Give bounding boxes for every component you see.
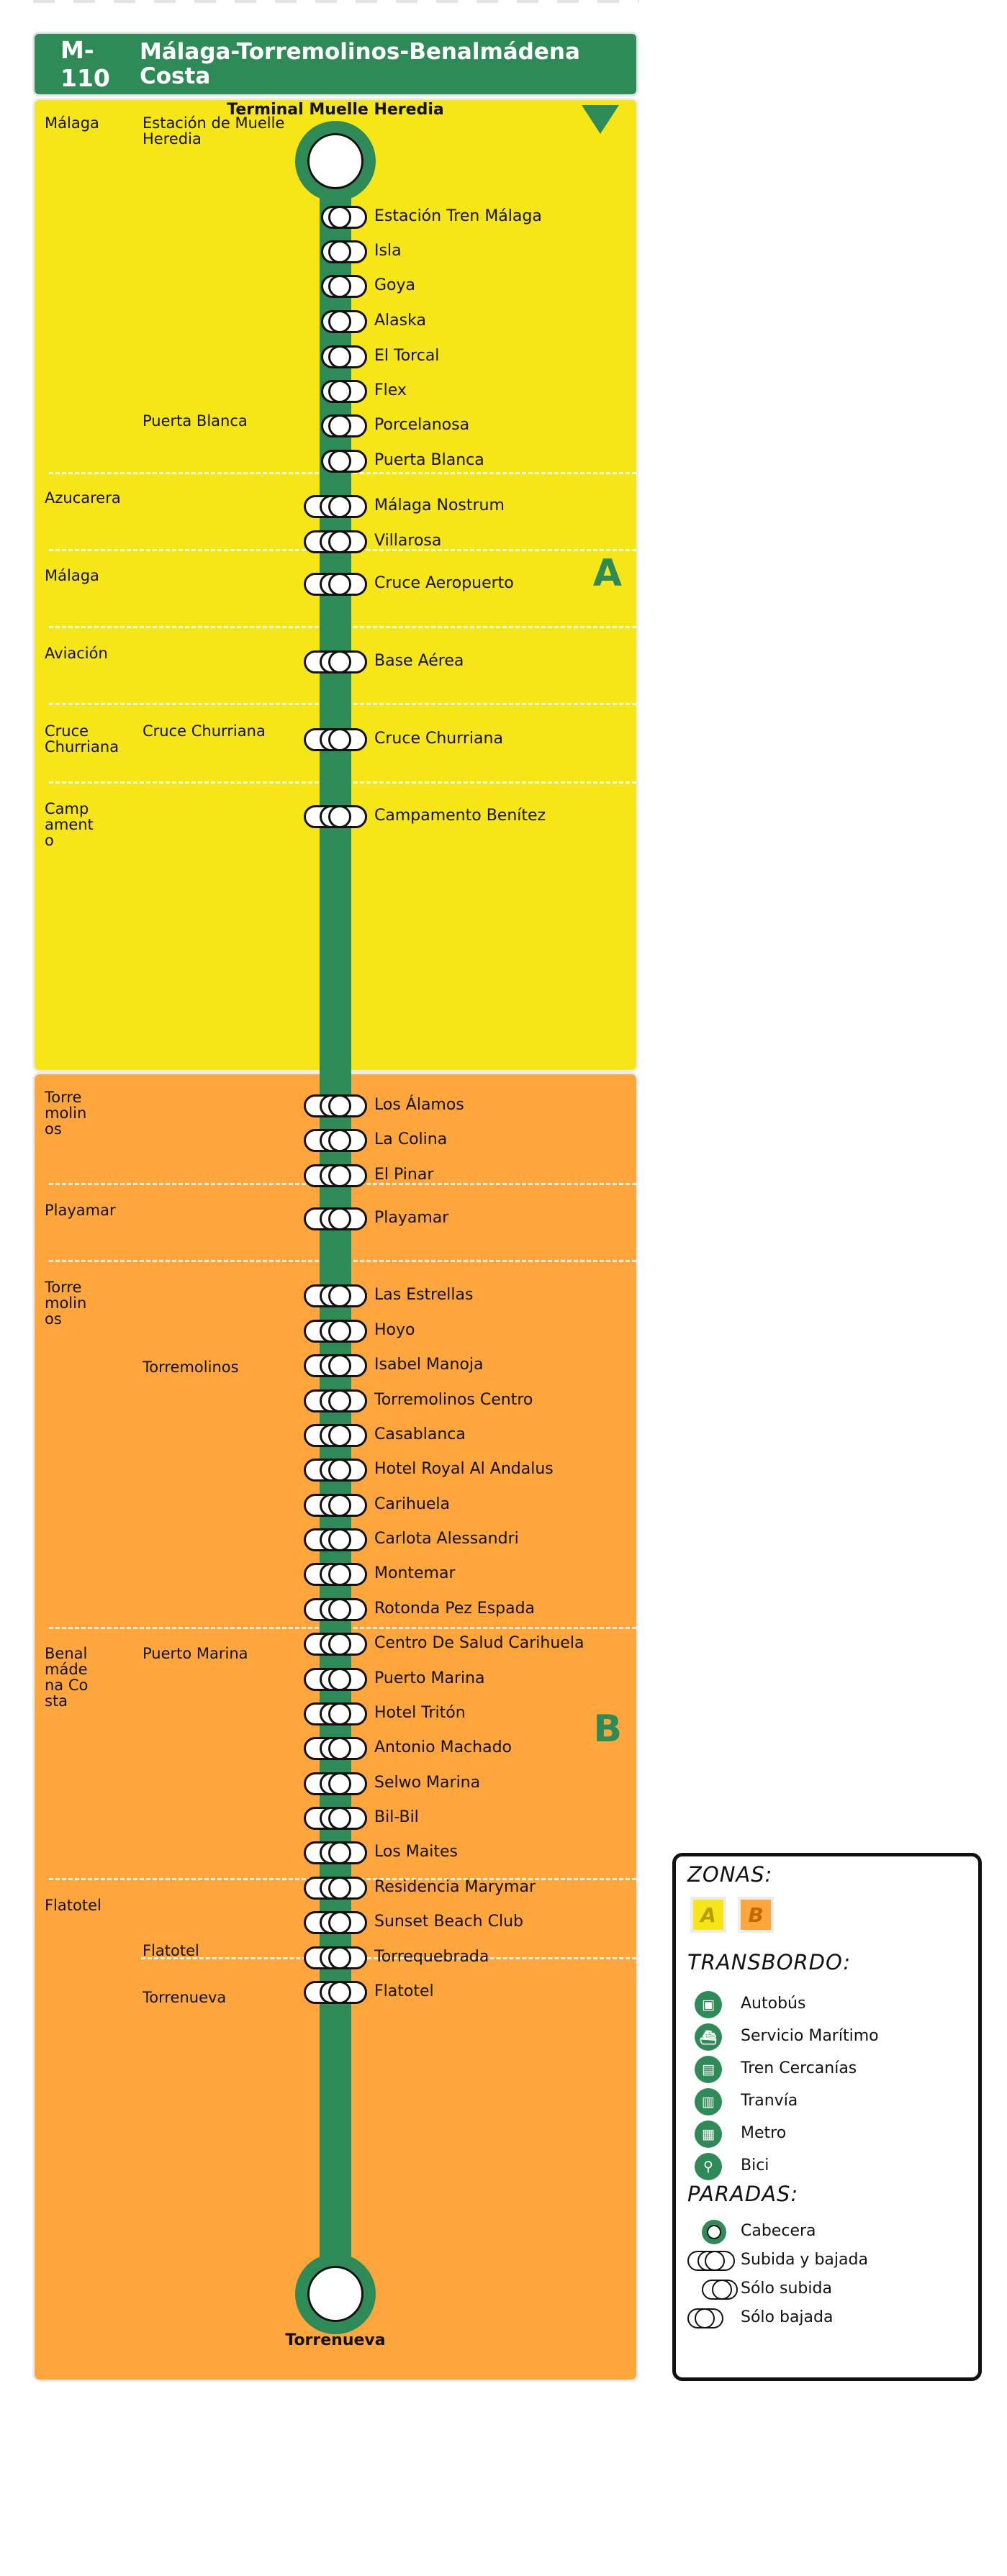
direction-arrow-icon	[582, 105, 619, 134]
stop-name: Los Álamos	[374, 1096, 464, 1114]
stop-name: Villarosa	[374, 532, 442, 550]
district-label: Estación de Muelle Heredia	[143, 114, 285, 148]
stop-marker	[321, 310, 367, 333]
municipality-label: Azucarera	[45, 489, 121, 507]
stop-marker	[304, 1841, 367, 1864]
legend-label: Tren Cercanías	[741, 2059, 857, 2077]
municipality-label: Torremolinos	[45, 1279, 87, 1328]
top-dash-strip	[33, 0, 639, 3]
legend-transfer-title: TRANSBORDO:	[687, 1950, 852, 1974]
stop-marker	[304, 805, 367, 828]
district-label: Cruce Churriana	[143, 722, 266, 740]
stop-name: Alaska	[374, 312, 426, 330]
board-alight-stop-icon	[687, 2246, 735, 2275]
municipality-label: Cruce Churriana	[45, 722, 119, 756]
municipality-label: Málaga	[45, 114, 99, 132]
stop-marker	[304, 1459, 367, 1482]
district-label: Puerta Blanca	[143, 412, 248, 430]
stop-marker	[304, 573, 367, 596]
stop-marker	[304, 1528, 367, 1551]
stop-name: Estación Tren Málaga	[374, 207, 542, 225]
stop-name: Porcelanosa	[374, 416, 470, 434]
stop-marker	[304, 1164, 367, 1187]
stop-name: Flatotel	[374, 1982, 434, 2000]
stop-name: Cruce Aeropuerto	[374, 574, 514, 592]
line-code: M-110	[60, 36, 110, 92]
stop-name: Base Aérea	[374, 652, 464, 670]
stop-name: Montemar	[374, 1564, 456, 1582]
legend-row-train	[695, 2055, 722, 2084]
stop-marker	[304, 1389, 367, 1412]
stop-name: Selwo Marina	[374, 1774, 481, 1792]
stop-marker	[321, 345, 367, 368]
legend-label: Subida y bajada	[741, 2251, 868, 2269]
stop-marker	[304, 1946, 367, 1969]
legend-row-tram	[695, 2087, 722, 2116]
line-header	[32, 32, 638, 96]
stop-marker	[304, 1737, 367, 1760]
stop-marker	[304, 1668, 367, 1691]
stop-name: Las Estrellas	[374, 1286, 474, 1304]
stop-marker	[304, 728, 367, 751]
legend-label: Bici	[741, 2157, 769, 2174]
stop-marker	[304, 1772, 367, 1795]
stop-name: Carihuela	[374, 1495, 451, 1513]
legend-row-bus	[695, 1990, 722, 2019]
stop-name: Los Maites	[374, 1843, 458, 1861]
line-name: Málaga-Torremolinos-Benalmádena Costa	[140, 39, 580, 89]
stop-marker	[304, 1807, 367, 1830]
ship-icon: ⛴	[695, 2023, 722, 2051]
destination-terminal-icon	[295, 2254, 376, 2334]
stop-name: Málaga Nostrum	[374, 496, 505, 514]
stop-name: Puerto Marina	[374, 1669, 485, 1687]
legend-zone-b: B	[738, 1897, 774, 1933]
stop-marker	[304, 1981, 367, 2004]
stop-name: Isabel Manoja	[374, 1356, 484, 1374]
stop-marker	[304, 1354, 367, 1377]
stop-name: Hoyo	[374, 1321, 415, 1339]
zone-b-letter: B	[593, 1707, 622, 1751]
stop-marker	[304, 1563, 367, 1586]
stop-name: El Torcal	[374, 347, 440, 365]
legend-label: Tranvía	[741, 2092, 798, 2110]
stop-name: Rotonda Pez Espada	[374, 1600, 536, 1618]
zone-a-letter: A	[592, 552, 622, 595]
stop-marker	[304, 1129, 367, 1152]
stop-name: Bil-Bil	[374, 1808, 419, 1826]
stop-name: Torrequebrada	[374, 1948, 489, 1966]
terminal-stop-icon	[702, 2218, 726, 2246]
district-label: Puerto Marina	[143, 1645, 248, 1662]
bike-icon: ⚲	[695, 2153, 722, 2180]
stop-name: Sunset Beach Club	[374, 1913, 523, 1931]
stop-marker	[304, 1094, 367, 1117]
stop-name: Residencia Marymar	[374, 1878, 536, 1896]
municipality-label: Aviación	[45, 645, 108, 662]
legend-label: Servicio Marítimo	[741, 2027, 879, 2045]
municipality-label: Flatotel	[45, 1897, 101, 1914]
train-icon: ▤	[695, 2056, 722, 2083]
district-label: Flatotel	[143, 1942, 199, 1959]
stop-name: Flex	[374, 381, 407, 399]
stop-name: El Pinar	[374, 1166, 434, 1184]
destination-terminal-label: Torrenueva	[285, 2331, 386, 2349]
stop-marker	[304, 1494, 367, 1517]
legend-row-bike	[695, 2152, 722, 2181]
stop-marker	[321, 240, 367, 263]
municipality-label: Benalmádena Costa	[45, 1645, 89, 1710]
stop-marker	[321, 380, 367, 403]
stop-marker	[321, 450, 367, 473]
stop-marker	[304, 495, 367, 518]
stop-marker	[304, 1877, 367, 1900]
alight-only-stop-icon	[687, 2304, 723, 2333]
stop-marker	[304, 530, 367, 553]
stop-marker	[304, 1284, 367, 1307]
stop-marker	[321, 275, 367, 298]
legend-label: Metro	[741, 2124, 787, 2142]
board-only-stop-icon	[702, 2275, 738, 2304]
origin-terminal-label: Terminal Muelle Heredia	[227, 101, 444, 119]
legend-panel	[672, 1853, 982, 2381]
stop-name: Cruce Churriana	[374, 730, 503, 748]
legend-row-ship	[695, 2023, 722, 2051]
legend-zones-title: ZONAS:	[687, 1862, 773, 1887]
stop-marker	[304, 1702, 367, 1725]
stop-name: Casablanca	[374, 1425, 466, 1443]
stop-name: Isla	[374, 242, 402, 260]
metro-icon: ▦	[695, 2121, 722, 2148]
stop-name: Carlota Alessandri	[374, 1530, 519, 1548]
stop-marker	[304, 1598, 367, 1621]
municipality-label: Málaga	[45, 567, 99, 584]
legend-label: Sólo subida	[741, 2280, 832, 2298]
stop-marker	[304, 1320, 367, 1343]
legend-label: Cabecera	[741, 2222, 816, 2240]
stop-marker	[321, 414, 367, 437]
origin-terminal-icon	[295, 121, 376, 201]
stop-marker	[304, 1911, 367, 1934]
district-label: Torremolinos	[143, 1359, 239, 1376]
bus-icon: ▣	[695, 1991, 722, 2018]
legend-stops-title: PARADAS:	[687, 2182, 799, 2206]
legend-label: Autobús	[741, 1995, 806, 2013]
municipality-label: Playamar	[45, 1202, 116, 1219]
stop-marker	[304, 1207, 367, 1230]
stop-name: Hotel Tritón	[374, 1704, 466, 1722]
stop-marker	[304, 1424, 367, 1447]
stop-name: Playamar	[374, 1209, 449, 1227]
legend-label: Sólo bajada	[741, 2308, 834, 2326]
stop-name: Puerta Blanca	[374, 451, 484, 469]
stop-marker	[304, 1633, 367, 1656]
stop-marker	[304, 650, 367, 674]
municipality-label: Torremolinos	[45, 1089, 87, 1138]
stop-name: Hotel Royal Al Andalus	[374, 1460, 554, 1478]
stop-name: Antonio Machado	[374, 1738, 512, 1756]
municipality-label: Campamento	[45, 800, 94, 849]
stop-name: Goya	[374, 276, 416, 294]
tram-icon: ▥	[695, 2088, 722, 2115]
stop-name: Torremolinos Centro	[374, 1391, 533, 1409]
district-label: Torrenueva	[143, 1989, 227, 2006]
stop-marker	[321, 206, 367, 229]
legend-zone-a: A	[690, 1897, 726, 1933]
stop-name: Campamento Benítez	[374, 807, 546, 825]
legend-row-metro	[695, 2120, 722, 2149]
stop-name: La Colina	[374, 1130, 448, 1148]
stop-name: Centro De Salud Carihuela	[374, 1634, 584, 1652]
